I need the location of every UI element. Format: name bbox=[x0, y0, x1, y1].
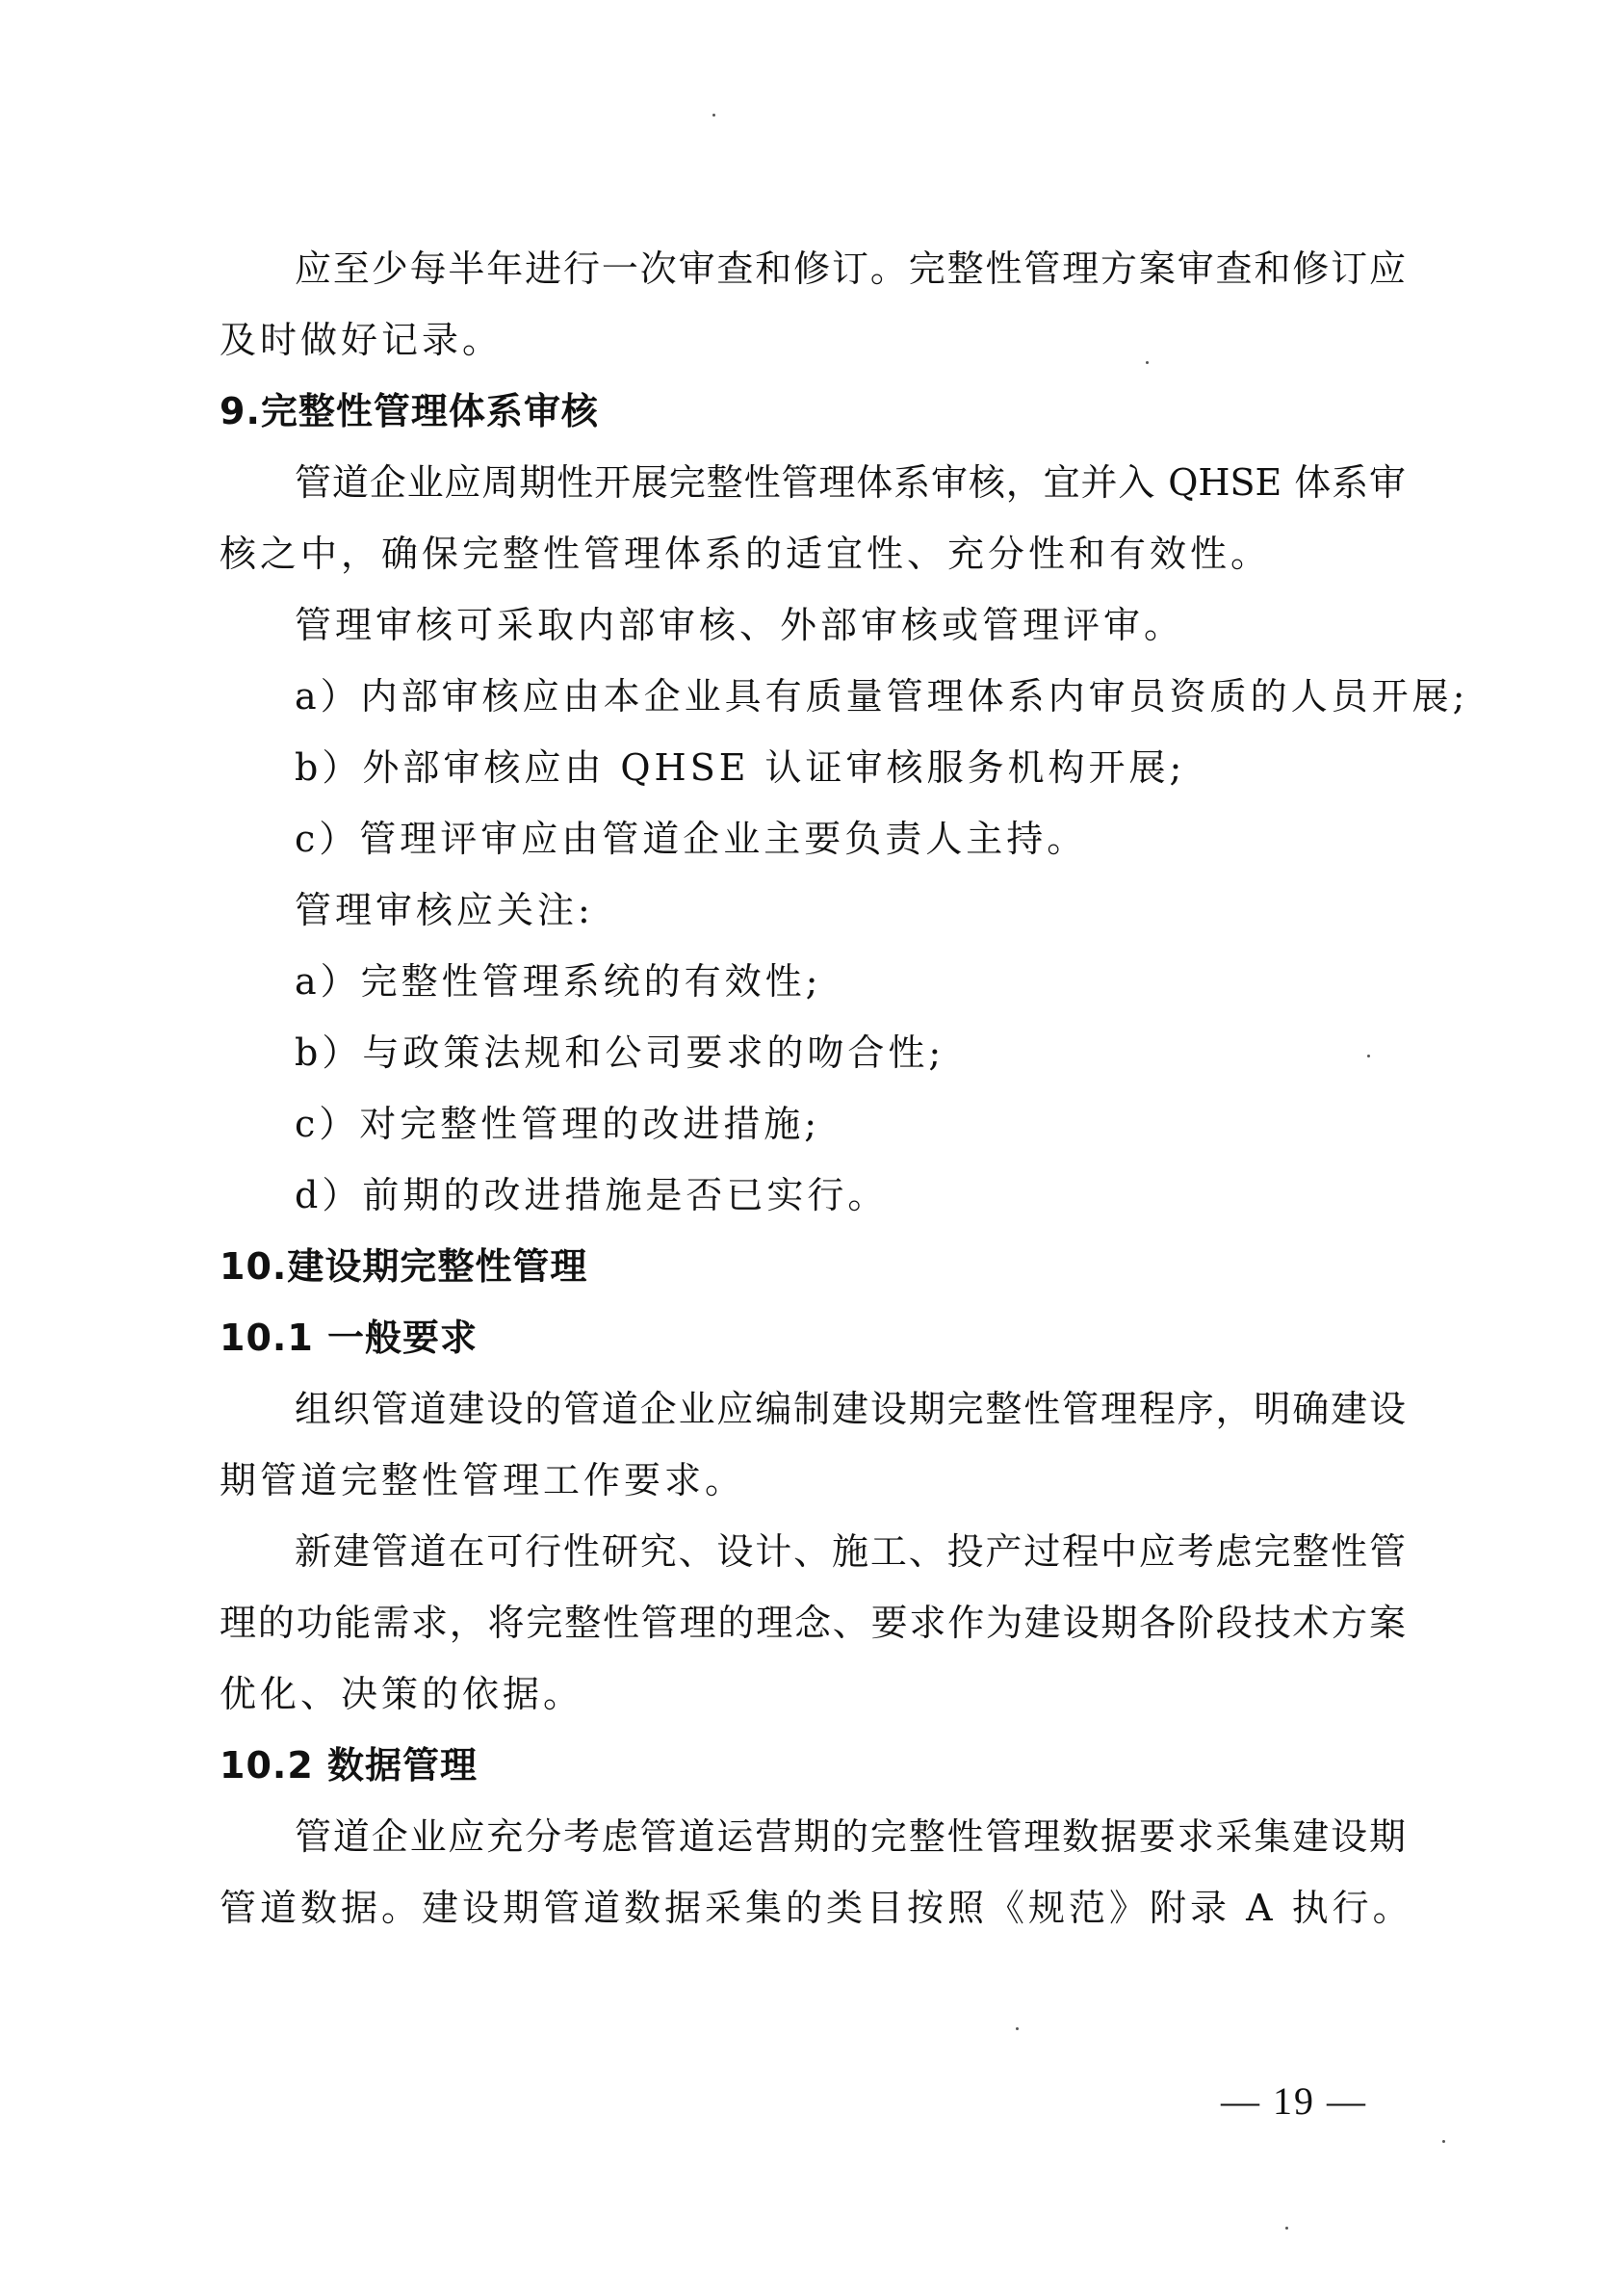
paragraph-line: 期管道完整性管理工作要求。 bbox=[220, 1459, 746, 1501]
list-item: a）内部审核应由本企业具有质量管理体系内审员资质的人员开展; bbox=[295, 675, 1469, 718]
page-number: — 19 — bbox=[1221, 2079, 1367, 2123]
paragraph-line: 理的功能需求，将完整性管理的理念、要求作为建设期各阶段技术方案 bbox=[220, 1602, 1406, 1644]
subsection-heading: 10.2 数据管理 bbox=[220, 1744, 478, 1787]
subsection-heading: 10.1 一般要求 bbox=[220, 1317, 478, 1359]
scan-speck bbox=[1442, 2140, 1445, 2143]
paragraph-line: 优化、决策的依据。 bbox=[220, 1673, 584, 1715]
paragraph-line: 管道企业应充分考虑管道运营期的完整性管理数据要求采集建设期 bbox=[295, 1815, 1406, 1858]
paragraph-line: 管理审核应关注: bbox=[295, 889, 594, 931]
list-item: c）对完整性管理的改进措施; bbox=[295, 1103, 821, 1145]
scan-speck bbox=[1016, 2027, 1019, 2030]
list-item: b）与政策法规和公司要求的吻合性; bbox=[295, 1031, 945, 1074]
paragraph-line: 组织管道建设的管道企业应编制建设期完整性管理程序，明确建设 bbox=[295, 1388, 1406, 1430]
paragraph-line: 应至少每半年进行一次审查和修订。完整性管理方案审查和修订应 bbox=[295, 248, 1406, 290]
list-item: c）管理评审应由管道企业主要负责人主持。 bbox=[295, 818, 1088, 860]
section-heading: 10.建设期完整性管理 bbox=[220, 1245, 588, 1288]
scan-speck bbox=[712, 114, 715, 117]
scan-speck bbox=[1285, 2227, 1288, 2230]
list-item: a）完整性管理系统的有效性; bbox=[295, 960, 822, 1003]
section-heading: 9.完整性管理体系审核 bbox=[220, 390, 599, 432]
paragraph-line: 及时做好记录。 bbox=[220, 319, 504, 361]
paragraph-line: 管理审核可采取内部审核、外部审核或管理评审。 bbox=[295, 604, 1185, 646]
list-item: d）前期的改进措施是否已实行。 bbox=[295, 1174, 889, 1216]
list-item: b）外部审核应由 QHSE 认证审核服务机构开展; bbox=[295, 746, 1186, 789]
paragraph-line: 核之中，确保完整性管理体系的适宜性、充分性和有效性。 bbox=[220, 533, 1272, 575]
paragraph-line: 管道数据。建设期管道数据采集的类目按照《规范》附录 A 执行。 bbox=[220, 1887, 1413, 1929]
paragraph-line: 新建管道在可行性研究、设计、施工、投产过程中应考虑完整性管 bbox=[295, 1530, 1406, 1573]
document-body bbox=[220, 233, 1469, 1944]
paragraph-line: 管道企业应周期性开展完整性管理体系审核，宜并入 QHSE 体系审 bbox=[295, 461, 1406, 504]
